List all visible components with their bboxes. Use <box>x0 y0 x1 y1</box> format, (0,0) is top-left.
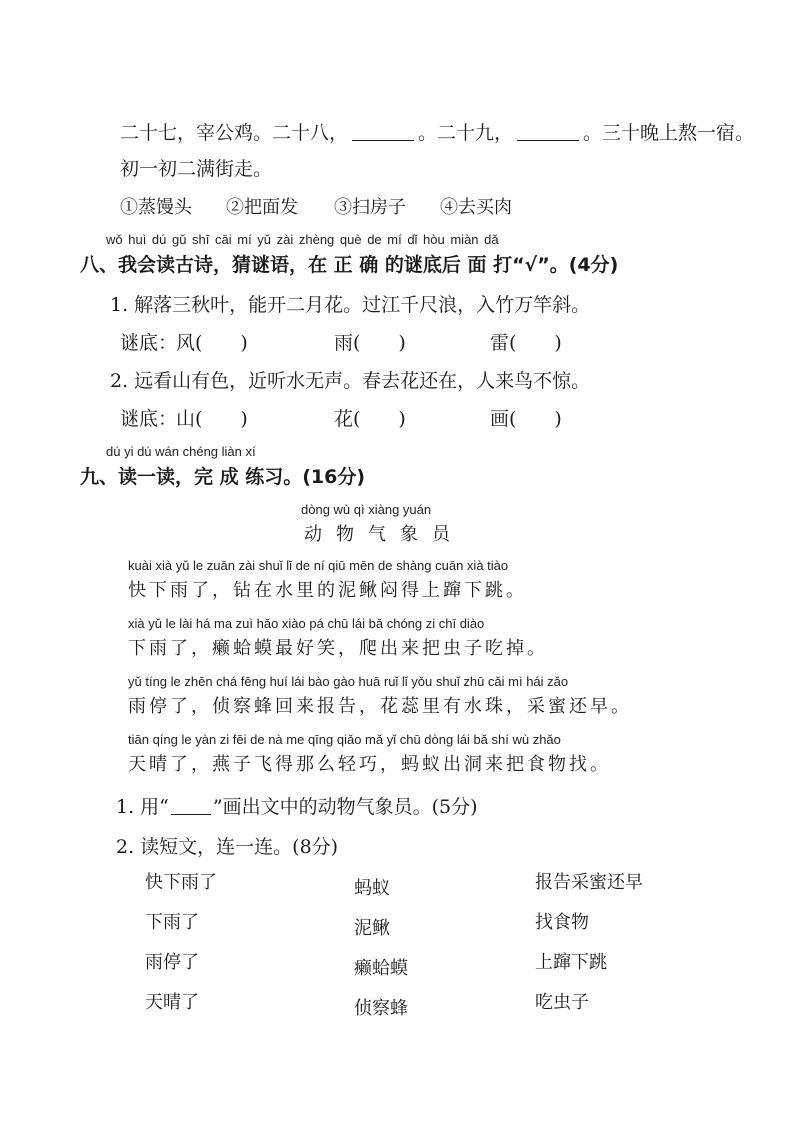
q7-blank-1[interactable] <box>352 122 414 141</box>
match-col3-item-3[interactable]: 上蹿下跳 <box>535 952 607 973</box>
q7-option-1: ①蒸馒头 <box>120 197 192 218</box>
match-col2-item-4[interactable]: 侦察蜂 <box>354 998 408 1019</box>
story-line4: 天晴了，燕子飞得那么轻巧，蚂蚁出洞来把食物找。 <box>128 754 611 775</box>
q8-item1-answer-1[interactable]: 风( ) <box>176 332 248 354</box>
q8-heading: 八、我会读古诗，猜谜语，在 正 确 的谜底后 面 打“√”。(4分) <box>80 254 619 276</box>
q8-item2-label: 谜底： <box>120 408 178 430</box>
match-col1-item-1[interactable]: 快下雨了 <box>145 872 217 893</box>
match-col3-item-1[interactable]: 报告采蜜还早 <box>535 872 643 893</box>
match-col2-item-2[interactable]: 泥鳅 <box>354 918 390 939</box>
q7-line2: 初一初二满街走。 <box>120 158 273 180</box>
q7-option-3: ③扫房子 <box>334 197 406 218</box>
story-line4-pinyin: tiān qíng le yàn zi fēi de nà me qīng qiǎo mǎ yǐ chū dòng lái bǎ shí wù zhǎo <box>128 732 561 747</box>
story-line2: 下雨了，癞蛤蟆最好笑，爬出来把虫子吃掉。 <box>128 638 548 659</box>
q8-item1-answer-3[interactable]: 雷( ) <box>490 332 562 354</box>
match-col1-item-4[interactable]: 天晴了 <box>145 992 199 1013</box>
q8-item2-answer-3[interactable]: 画( ) <box>490 408 562 430</box>
q9-heading: 九、读一读，完 成 练习。(16分) <box>80 466 366 488</box>
q7-line1-part-b: 。二十九， <box>418 122 514 144</box>
q7-option-2: ②把面发 <box>226 197 298 218</box>
q7-option-4: ④去买肉 <box>440 197 512 218</box>
story-line3-pinyin: yǔ tíng le zhēn chá fēng huí lái bào gào huā ruǐ lǐ yǒu shuǐ zhū cǎi mì hái zǎo <box>128 674 569 689</box>
q7-line1 <box>120 118 754 145</box>
q9-task1-part-b: ”画出文中的动物气象员。(5分) <box>212 796 478 818</box>
match-col2-item-3[interactable]: 癞蛤蟆 <box>354 958 408 979</box>
q8-item1-answer-2[interactable]: 雨( ) <box>334 332 406 354</box>
story-line1: 快下雨了，钻在水里的泥鳅闷得上蹿下跳。 <box>128 580 527 601</box>
q7-blank-2[interactable] <box>517 122 579 141</box>
match-col1-item-3[interactable]: 雨停了 <box>145 952 199 973</box>
q7-line1-part-a: 二十七，宰公鸡。二十八， <box>120 122 349 144</box>
q9-pinyin: dú yi dú wán chéng liàn xí <box>106 444 256 459</box>
q7-line1-part-c: 。三十晚上熬一宿。 <box>583 122 755 144</box>
q8-pinyin: wǒ huì dú gǔ shī cāi mí yǔ zài zhèng què de mí dǐ hòu miàn dǎ <box>106 232 499 247</box>
story-line3: 雨停了，侦察蜂回来报告，花蕊里有水珠，采蜜还早。 <box>128 696 632 717</box>
story-line1-pinyin: kuài xià yǔ le zuān zài shuǐ lǐ de ní qiū mēn de shàng cuān xià tiào <box>128 558 509 573</box>
q8-item1-text: 1. 解落三秋叶，能开二月花。过江千尺浪，入竹万竿斜。 <box>110 294 591 316</box>
q8-item1-label: 谜底： <box>120 332 178 354</box>
story-line2-pinyin: xià yǔ le lài há ma zuì hǎo xiào pá chū lái bǎ chóng zi chī diào <box>128 616 485 631</box>
match-col1-item-2[interactable]: 下雨了 <box>145 912 199 933</box>
underline-sample <box>171 796 211 815</box>
story-title-pinyin: dòng wù qì xiàng yuán <box>301 502 432 517</box>
q9-task2: 2. 读短文，连一连。(8分) <box>116 836 339 858</box>
q9-task1-part-a: 1. 用“ <box>116 796 169 818</box>
match-col3-item-2[interactable]: 找食物 <box>535 912 589 933</box>
q8-item2-text: 2. 远看山有色，近听水无声。春去花还在，人来鸟不惊。 <box>110 370 591 392</box>
match-col3-item-4[interactable]: 吃虫子 <box>535 992 589 1013</box>
match-col2-item-1[interactable]: 蚂蚁 <box>354 878 390 899</box>
q8-item2-answer-2[interactable]: 花( ) <box>334 408 406 430</box>
q9-task1 <box>116 792 478 819</box>
q8-item2-answer-1[interactable]: 山( ) <box>176 408 248 430</box>
story-title: 动物气象员 <box>304 524 464 545</box>
